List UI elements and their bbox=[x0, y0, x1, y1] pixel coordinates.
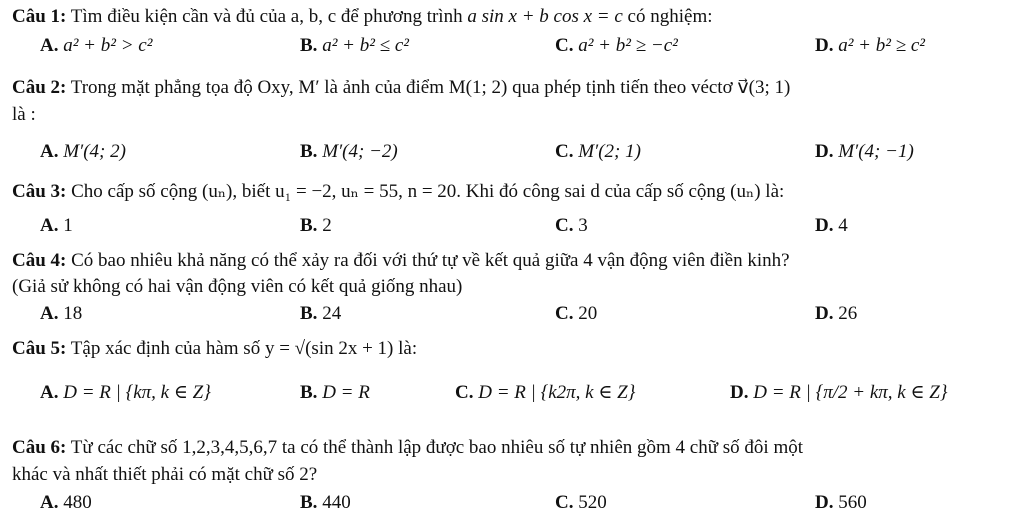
option-b[interactable] bbox=[300, 35, 409, 58]
option-letter: D. bbox=[815, 215, 834, 236]
option-text: 18 bbox=[63, 303, 83, 324]
question-text: là : bbox=[12, 104, 36, 125]
option-d[interactable] bbox=[815, 215, 848, 238]
option-a[interactable] bbox=[40, 303, 82, 326]
option-letter: B. bbox=[300, 141, 318, 162]
question-text: (Giả sử không có hai vận động viên có kết quả giống nhau) bbox=[12, 276, 463, 297]
option-a[interactable] bbox=[40, 35, 152, 58]
option-b[interactable] bbox=[300, 492, 351, 515]
question-text: Từ các chữ số 1,2,3,4,5,6,7 ta có thể thành lập được bao nhiêu số tự nhiên gồm 4 chữ số đôi một bbox=[70, 437, 804, 458]
question-text: Tập xác định của hàm số y = √(sin 2x + 1) là: bbox=[70, 338, 418, 359]
option-text: M′(4; 2) bbox=[63, 141, 126, 162]
option-c[interactable] bbox=[555, 492, 607, 515]
question-label: Câu 6: bbox=[12, 437, 67, 458]
option-letter: A. bbox=[40, 215, 59, 236]
option-letter: B. bbox=[300, 492, 318, 513]
option-letter: C. bbox=[455, 382, 474, 403]
option-letter: D. bbox=[815, 303, 834, 324]
option-letter: B. bbox=[300, 382, 318, 403]
option-letter: C. bbox=[555, 35, 574, 56]
option-d[interactable] bbox=[815, 35, 925, 58]
option-d[interactable] bbox=[815, 141, 914, 164]
option-text: a² + b² > c² bbox=[63, 35, 153, 56]
question-text: Trong mặt phẳng tọa độ Oxy, M′ là ảnh của điểm M(1; 2) qua phép tịnh tiến theo véctơ v⃗(3; 1) bbox=[70, 77, 791, 98]
question-label: Câu 5: bbox=[12, 338, 67, 359]
option-text: M′(2; 1) bbox=[578, 141, 641, 162]
option-letter: D. bbox=[815, 492, 834, 513]
option-text: D = R | {kπ, k ∈ Z} bbox=[63, 382, 211, 403]
question-2-continued bbox=[12, 104, 36, 127]
option-text: a² + b² ≥ −c² bbox=[578, 35, 678, 56]
option-text: M′(4; −1) bbox=[838, 141, 914, 162]
option-a[interactable] bbox=[40, 382, 211, 405]
option-text: M′(4; −2) bbox=[322, 141, 398, 162]
question-label: Câu 1: bbox=[12, 6, 67, 27]
question-label: Câu 4: bbox=[12, 250, 67, 271]
question-4-continued bbox=[12, 276, 462, 299]
option-text: 20 bbox=[578, 303, 598, 324]
option-a[interactable] bbox=[40, 215, 73, 238]
option-c[interactable] bbox=[555, 141, 641, 164]
option-text: 480 bbox=[63, 492, 92, 513]
option-letter: A. bbox=[40, 141, 59, 162]
option-d[interactable] bbox=[815, 492, 867, 515]
option-letter: A. bbox=[40, 492, 59, 513]
option-text: 24 bbox=[322, 303, 342, 324]
option-letter: C. bbox=[555, 141, 574, 162]
question-text: Tìm điều kiện cần và đủ của a, b, c để phương trình bbox=[70, 6, 468, 27]
option-b[interactable] bbox=[300, 141, 398, 164]
option-letter: A. bbox=[40, 35, 59, 56]
question-3 bbox=[12, 181, 784, 204]
option-text: 440 bbox=[322, 492, 351, 513]
option-letter: D. bbox=[730, 382, 749, 403]
question-label: Câu 2: bbox=[12, 77, 67, 98]
option-letter: B. bbox=[300, 303, 318, 324]
option-text: a² + b² ≥ c² bbox=[838, 35, 926, 56]
option-c[interactable] bbox=[555, 215, 588, 238]
option-letter: D. bbox=[815, 35, 834, 56]
option-text: 3 bbox=[578, 215, 588, 236]
question-2 bbox=[12, 77, 790, 100]
option-letter: A. bbox=[40, 382, 59, 403]
option-text: D = R | {k2π, k ∈ Z} bbox=[478, 382, 636, 403]
question-formula: a sin x + b cos x = c bbox=[467, 6, 623, 27]
question-text: khác và nhất thiết phải có mặt chữ số 2? bbox=[12, 464, 318, 485]
option-letter: B. bbox=[300, 35, 318, 56]
option-b[interactable] bbox=[300, 382, 370, 405]
option-text: 520 bbox=[578, 492, 607, 513]
option-text: 4 bbox=[838, 215, 848, 236]
question-5 bbox=[12, 338, 417, 361]
question-text: có nghiệm: bbox=[622, 6, 713, 27]
option-b[interactable] bbox=[300, 215, 332, 238]
option-b[interactable] bbox=[300, 303, 341, 326]
option-d[interactable] bbox=[815, 303, 857, 326]
option-text: 1 bbox=[63, 215, 73, 236]
option-d[interactable] bbox=[730, 382, 947, 405]
option-a[interactable] bbox=[40, 141, 126, 164]
option-text: D = R bbox=[322, 382, 370, 403]
option-c[interactable] bbox=[555, 303, 597, 326]
question-text: Có bao nhiêu khả năng có thể xảy ra đối với thứ tự về kết quả giữa 4 vận động viên điền kinh? bbox=[71, 250, 790, 271]
question-label: Câu 3: bbox=[12, 181, 67, 202]
option-text: 26 bbox=[838, 303, 858, 324]
question-6 bbox=[12, 437, 803, 460]
question-text: Cho cấp số cộng (uₙ), biết u₁ = −2, uₙ = 55, n = 20. Khi đó công sai d của cấp số cộng (uₙ) là: bbox=[71, 181, 785, 202]
option-letter: D. bbox=[815, 141, 834, 162]
option-a[interactable] bbox=[40, 492, 92, 515]
option-c[interactable] bbox=[555, 35, 678, 58]
option-letter: C. bbox=[555, 492, 574, 513]
option-text: a² + b² ≤ c² bbox=[322, 35, 409, 56]
option-letter: C. bbox=[555, 303, 574, 324]
option-letter: C. bbox=[555, 215, 574, 236]
option-letter: B. bbox=[300, 215, 318, 236]
option-text: 560 bbox=[838, 492, 867, 513]
option-c[interactable] bbox=[455, 382, 635, 405]
option-letter: A. bbox=[40, 303, 59, 324]
question-6-continued bbox=[12, 464, 317, 487]
question-1 bbox=[12, 6, 713, 29]
question-4 bbox=[12, 250, 790, 273]
option-text: D = R | {π/2 + kπ, k ∈ Z} bbox=[753, 382, 948, 403]
option-text: 2 bbox=[322, 215, 332, 236]
